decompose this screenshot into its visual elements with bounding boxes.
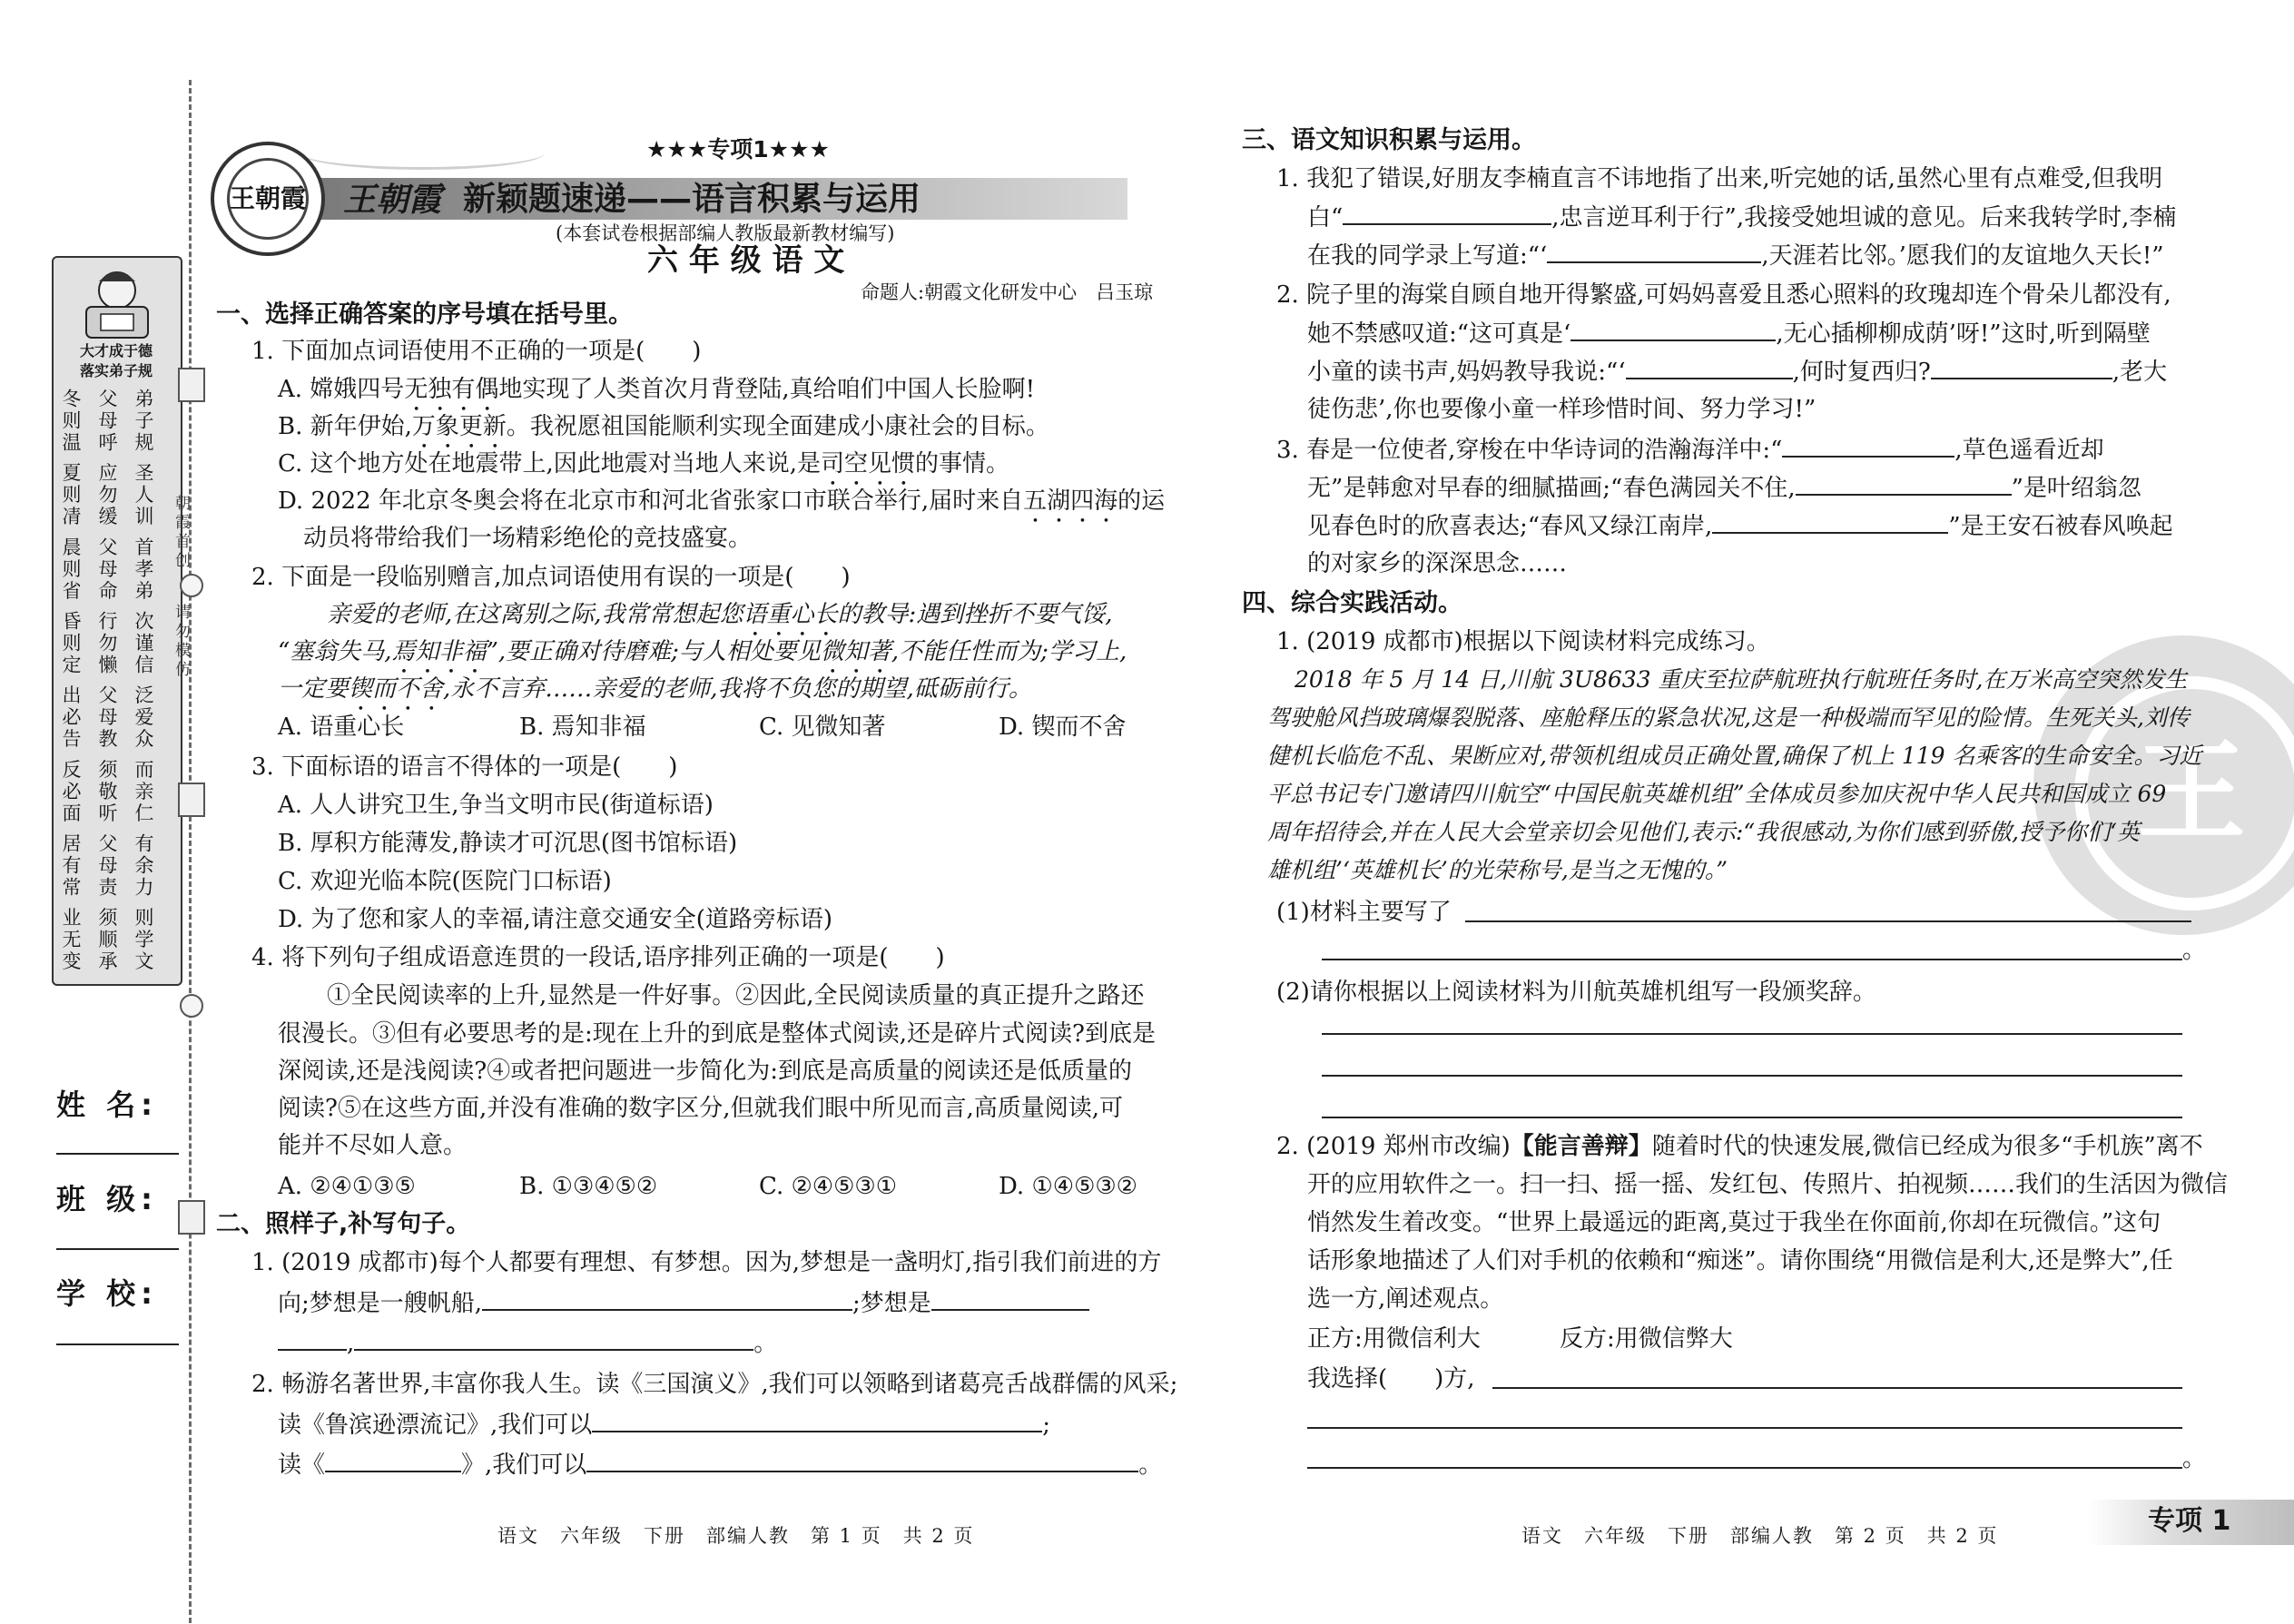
sidebar-column-2: 父母呼 应勿缓 父母命 行勿懒 父母教 须敬听 父母责 须顺承 bbox=[96, 389, 118, 973]
s4-q1-sub2: (2)请你根据以上阅读材料为川航英雄机组写一段颁奖辞。 bbox=[1276, 979, 1876, 1006]
motto-line-1: 大才成于德 bbox=[79, 342, 153, 359]
answer-blank[interactable] bbox=[1931, 356, 2112, 379]
s3-q2-line-4: 徒伤悲’,你也要像小童一样珍惜时间、努力学习!” bbox=[1307, 396, 1816, 423]
answer-blank[interactable] bbox=[586, 1449, 1138, 1472]
class-field-label: 班 级: bbox=[56, 1182, 158, 1216]
q4-passage-line-1: ①全民阅读率的上升,显然是一件好事。②因此,全民阅读质量的真正提升之路还 bbox=[327, 982, 1145, 1009]
s2-q1-line-2: 向;梦想是一艘帆船, ;梦想是 bbox=[278, 1287, 1089, 1319]
answer-blank[interactable] bbox=[931, 1287, 1089, 1311]
binding-dashed-line bbox=[189, 80, 192, 1623]
answer-blank[interactable] bbox=[354, 1327, 753, 1351]
watermark-glyph: 王 bbox=[2074, 676, 2294, 910]
s3-q2-line-3: 小童的读书声,妈妈教导我说:“‘ ,何时复西归? ,老大 bbox=[1307, 356, 2167, 388]
q2-option-a: A. 语重心长 bbox=[278, 714, 405, 741]
s2-q2-line-1: 2. 畅游名著世界,丰富你我人生。读《三国演义》,我们可以领略到诸葛亮舌战群儒的风采; bbox=[251, 1371, 1178, 1398]
q2-option-d: D. 锲而不舍 bbox=[999, 714, 1127, 741]
q4-passage-line-4: 阅读?⑤在这些方面,并没有准确的数字区分,但就我们眼中所见而言,高质量阅读,可 bbox=[278, 1095, 1123, 1122]
s4-q1-passage-2: 驾驶舱风挡玻璃爆裂脱落、座舱释压的紧急状况,这是一种极端而罕见的险情。生死关头,刘传 bbox=[1267, 704, 2190, 731]
s4-q2-choose: 我选择( )方, bbox=[1307, 1365, 1475, 1393]
s4-q1-passage-6: 雄机组’‘英雄机长’的光荣称号,是当之无愧的。” bbox=[1267, 857, 1728, 883]
s2-q1-line-1: 1. (2019 成都市)每个人都要有理想、有梦想。因为,梦想是一盏明灯,指引我们前进的方 bbox=[251, 1249, 1162, 1276]
side-label-no-copy: 请勿模仿 bbox=[172, 604, 190, 680]
stamp-icon bbox=[178, 782, 205, 817]
q3-stem: 3. 下面标语的语言不得体的一项是( ) bbox=[251, 753, 678, 781]
sidebar-column-3: 弟子规 圣人训 首孝弟 次谨信 泛爱众 而亲仁 有余力 则学文 bbox=[133, 389, 154, 973]
motto-line-2: 落实弟子规 bbox=[79, 362, 153, 379]
subject-title: 六 年 级 语 文 bbox=[647, 242, 845, 279]
school-field[interactable] bbox=[56, 1343, 179, 1345]
s3-q3-line-2: 无”是韩愈对早春的细腻描画;“春色满园关不住, ”是叶绍翁忽 bbox=[1307, 472, 2141, 504]
answer-blank[interactable] bbox=[325, 1449, 461, 1472]
section-1-heading: 一、选择正确答案的序号填在括号里。 bbox=[216, 300, 633, 329]
s4-q2-line-2: 开的应用软件之一。扫一扫、摇一摇、发红包、传照片、拍视频……我们的生活因为微信 bbox=[1307, 1171, 2229, 1198]
q2-passage-line-2: “塞翁失马,焉知非福”,要正确对待磨难;与人相处要见微知著,不能任性而为;学习上, bbox=[278, 638, 1127, 665]
side-label-original: 朝霞首创 bbox=[172, 495, 190, 571]
s4-q2-line-1: 2. (2019 郑州市改编)【能言善辩】随着时代的快速发展,微信已经成为很多“手机族”离不 bbox=[1276, 1133, 2203, 1160]
q1-stem: 1. 下面加点词语使用不正确的一项是( ) bbox=[251, 338, 702, 365]
q3-option-d: D. 为了您和家人的幸福,请注意交通安全(道路旁标语) bbox=[278, 906, 833, 933]
footer-page-1: 语文 六年级 下册 部编人教 第 1 页 共 2 页 bbox=[497, 1525, 975, 1547]
s4-q2-line-3: 悄然发生着改变。“世界上最遥远的距离,莫过于我坐在你面前,你却在玩微信。”这句 bbox=[1307, 1209, 2161, 1236]
corner-tag-label: 专项 1 bbox=[2148, 1505, 2231, 1537]
section-4-heading: 四、综合实践活动。 bbox=[1242, 589, 1462, 617]
answer-line[interactable] bbox=[1322, 959, 2182, 960]
sidebar-motto-top bbox=[62, 341, 171, 381]
s2-q2-line-2: 读《鲁滨逊漂流记》,我们可以 ; bbox=[278, 1409, 1050, 1441]
s3-q1-line-3: 在我的同学录上写道:“‘ ,天涯若比邻。’愿我们的友谊地久天长!” bbox=[1307, 240, 2164, 271]
s4-q1-passage-1: 2018 年 5 月 14 日,川航 3U8633 重庆至拉萨航班执行航班任务时,在万米高空突然发生 bbox=[1295, 666, 2188, 693]
s4-q1-passage-4: 平总书记专门邀请四川航空“中国民航英雄机组”全体成员参加庆祝中华人民共和国成立 69 bbox=[1267, 781, 2167, 807]
s3-q1-line-1: 1. 我犯了错误,好朋友李楠直言不讳地指了出来,听完她的话,虽然心里有点难受,但我明 bbox=[1276, 165, 2163, 192]
answer-blank[interactable] bbox=[1712, 510, 1948, 534]
paper-title: 新颖题速递——语言积累与运用 bbox=[463, 181, 921, 218]
q1-option-d: D. 2022 年北京冬奥会将在北京市和河北省张家口市联合举行,届时来自五湖四海的运 bbox=[278, 487, 1166, 515]
answer-blank[interactable] bbox=[1547, 240, 1761, 263]
answer-blank[interactable] bbox=[1343, 202, 1551, 225]
q4-passage-line-3: 深阅读,还是浅阅读?④或者把问题进一步简化为:到底是高质量的阅读还是低质量的 bbox=[278, 1058, 1132, 1085]
stamp-icon bbox=[178, 368, 205, 402]
clip-icon bbox=[180, 994, 203, 1018]
s4-q2-period: 。 bbox=[2182, 1445, 2207, 1472]
footer-page-2: 语文 六年级 下册 部编人教 第 2 页 共 2 页 bbox=[1521, 1525, 1999, 1547]
q2-option-b: B. 焉知非福 bbox=[519, 714, 646, 741]
class-field[interactable] bbox=[56, 1248, 179, 1250]
s4-q2-line-4: 话形象地描述了人们对手机的依赖和“痴迷”。请你围绕“用微信是利大,还是弊大”,任 bbox=[1307, 1247, 2173, 1275]
s4-q1-passage-3: 健机长临危不乱、果断应对,带领机组成员正确处置,确保了机上 119 名乘客的生命安全。习近 bbox=[1267, 743, 2202, 769]
q4-stem: 4. 将下列句子组成语意连贯的一段话,语序排列正确的一项是( ) bbox=[251, 944, 945, 971]
s4-q1-passage-5: 周年招待会,并在人民大会堂亲切会见他们,表示:“我很感动,为你们感到骄傲,授予你们‘英 bbox=[1267, 819, 2140, 845]
answer-blank[interactable] bbox=[592, 1409, 1042, 1432]
s2-q2-line-3: 读《 》,我们可以 。 bbox=[278, 1449, 1162, 1481]
q1-option-d-cont: 动员将带给我们一场精彩绝伦的竞技盛宴。 bbox=[303, 525, 753, 552]
s3-q3-line-3: 见春色时的欣喜表达;“春风又绿江南岸, ”是王安石被春风唤起 bbox=[1307, 510, 2173, 542]
s4-q1-sub1-period: 。 bbox=[2182, 937, 2207, 964]
s4-q1-sub1: (1)材料主要写了 bbox=[1276, 899, 1452, 926]
q4-passage-line-2: 很漫长。③但有必要思考的是:现在上升的到底是整体式阅读,还是碎片式阅读?到底是 bbox=[278, 1020, 1156, 1048]
q1-option-a: A. 嫦娥四号无独有偶地实现了人类首次月背登陆,真给咱们中国人长脸啊! bbox=[278, 376, 1036, 403]
q4-passage-line-5: 能并不尽如人意。 bbox=[278, 1132, 468, 1159]
q2-stem: 2. 下面是一段临别赠言,加点词语使用有误的一项是( ) bbox=[251, 564, 851, 591]
sidebar-column-1: 冬则温 夏则凊 晨则省 昏则定 出必告 反必面 居有常 业无变 bbox=[60, 389, 82, 973]
s4-q2-con-side: 反方:用微信弊大 bbox=[1560, 1325, 1733, 1353]
s3-q2-line-1: 2. 院子里的海棠自顾自地开得繁盛,可妈妈喜爱且悉心照料的玫瑰却连个骨朵儿都没有, bbox=[1276, 281, 2171, 309]
q2-passage-line-3: 一定要锲而不舍,永不言弃……亲爱的老师,我将不负您的期望,砥砺前行。 bbox=[278, 675, 1032, 703]
q2-option-c: C. 见微知著 bbox=[759, 714, 886, 741]
brand-name: 王朝霞 bbox=[343, 181, 442, 219]
q4-option-a: A. ②④①③⑤ bbox=[278, 1173, 416, 1200]
answer-blank[interactable] bbox=[1782, 434, 1954, 458]
q4-option-b: B. ①③④⑤② bbox=[519, 1173, 658, 1200]
brand-logo bbox=[211, 142, 325, 256]
s4-q2-line-5: 选一方,阐述观点。 bbox=[1307, 1285, 1504, 1313]
q3-option-b: B. 厚积方能薄发,静读才可沉思(图书馆标语) bbox=[278, 830, 738, 857]
answer-line[interactable] bbox=[1322, 1075, 2182, 1077]
name-field[interactable] bbox=[56, 1153, 179, 1155]
q4-option-c: C. ②④⑤③① bbox=[759, 1173, 898, 1200]
q1-option-c: C. 这个地方处在地震带上,因此地震对当地人来说,是司空见惯的事情。 bbox=[278, 450, 1010, 477]
school-field-label: 学 校: bbox=[56, 1276, 158, 1311]
q4-option-d: D. ①④⑤③② bbox=[999, 1173, 1137, 1200]
stamp-icon bbox=[178, 1200, 205, 1235]
series-label: ★★★专项1★★★ bbox=[646, 136, 830, 162]
section-3-heading: 三、语文知识积累与运用。 bbox=[1242, 126, 1536, 154]
q2-passage-line-1: 亲爱的老师,在这离别之际,我常常想起您语重心长的教导:遇到挫折不要气馁, bbox=[327, 601, 1113, 628]
answer-blank[interactable] bbox=[1796, 472, 2012, 496]
s4-q2-pro-side: 正方:用微信利大 bbox=[1307, 1325, 1481, 1353]
answer-line[interactable] bbox=[1465, 920, 2191, 922]
paper-note: (本套试卷根据部编人教版最新教材编写) bbox=[556, 222, 895, 244]
q3-option-a: A. 人人讲究卫生,争当文明市民(街道标语) bbox=[278, 792, 714, 819]
scholar-figure-icon bbox=[74, 265, 161, 343]
answer-blank[interactable] bbox=[482, 1287, 852, 1311]
answer-blank[interactable] bbox=[1626, 356, 1793, 379]
answer-blank[interactable] bbox=[1570, 318, 1776, 341]
answer-blank[interactable] bbox=[278, 1327, 347, 1351]
ribbon-decoration bbox=[300, 136, 545, 170]
s4-q1-stem: 1. (2019 成都市)根据以下阅读材料完成练习。 bbox=[1276, 628, 1770, 655]
answer-line[interactable] bbox=[1322, 1117, 2182, 1118]
answer-line[interactable] bbox=[1307, 1427, 2182, 1429]
s2-q1-line-3: , 。 bbox=[278, 1327, 777, 1359]
name-field-label: 姓 名: bbox=[56, 1088, 158, 1122]
clip-icon bbox=[180, 574, 203, 597]
section-2-heading: 二、照样子,补写句子。 bbox=[216, 1210, 471, 1238]
s3-q3-line-4: 的对家乡的深深思念…… bbox=[1307, 550, 1568, 577]
s3-q3-line-1: 3. 春是一位使者,穿梭在中华诗词的浩瀚海洋中:“ ,草色遥看近却 bbox=[1276, 434, 2104, 466]
brand-logo-text: 王朝霞 bbox=[227, 158, 309, 240]
s3-q2-line-2: 她不禁感叹道:“这可真是‘ ,无心插柳柳成荫’呀!”这时,听到隔壁 bbox=[1307, 318, 2151, 349]
answer-line[interactable] bbox=[1492, 1387, 2182, 1389]
answer-line[interactable] bbox=[1307, 1467, 2182, 1469]
s3-q1-line-2: 白“ ,忠言逆耳利于行”,我接受她坦诚的意见。后来我转学时,李楠 bbox=[1307, 202, 2176, 233]
q1-option-b: B. 新年伊始,万象更新。我祝愿祖国能顺利实现全面建成小康社会的目标。 bbox=[278, 413, 1049, 440]
answer-line[interactable] bbox=[1322, 1033, 2182, 1035]
q3-option-c: C. 欢迎光临本院(医院门口标语) bbox=[278, 868, 612, 895]
author-line: 命题人:朝霞文化研发中心 吕玉琼 bbox=[861, 281, 1154, 303]
